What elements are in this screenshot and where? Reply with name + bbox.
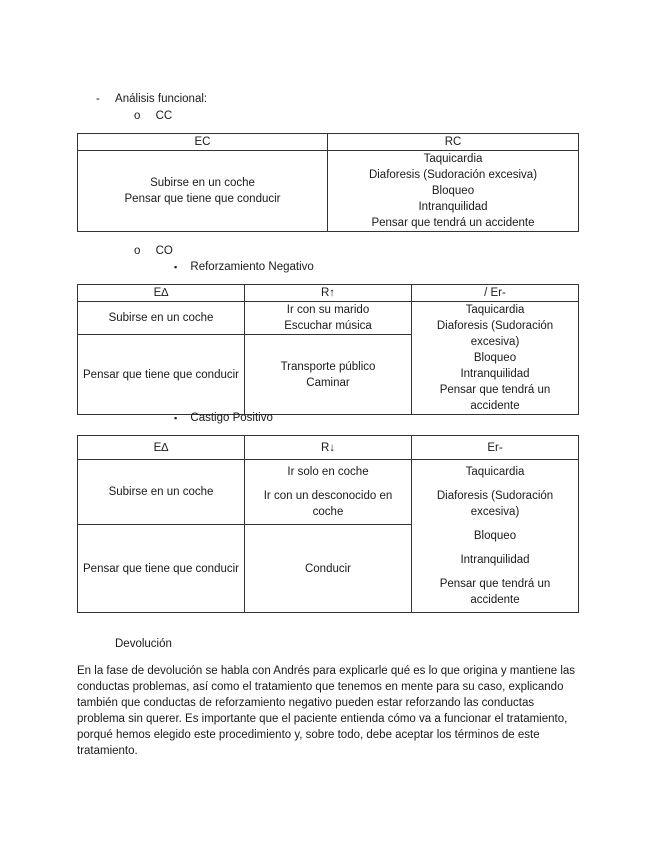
cc-rc-line: Pensar que tendrá un accidente xyxy=(371,217,535,229)
ref-r-line: Ir con su marido xyxy=(286,304,370,317)
ref-row2-r xyxy=(245,335,412,415)
cc-item xyxy=(134,110,172,122)
cc-rc-line: Intranquilidad xyxy=(418,201,488,213)
cc-rc-cell xyxy=(328,151,579,232)
ref-row1-e: Subirse en un coche xyxy=(78,302,245,335)
ref-er-line: Diaforesis (Sudoración excesiva) xyxy=(436,320,554,348)
castigo-r-line: Ir solo en coche xyxy=(287,466,369,478)
castigo-label: Castigo Positivo xyxy=(190,412,273,424)
cc-header-rc: RC xyxy=(328,134,579,151)
dash-bullet: - xyxy=(96,93,100,105)
ref-r-line: Transporte público xyxy=(280,360,376,373)
castigo-er-cell xyxy=(412,460,579,613)
ref-header-e: E∆ xyxy=(78,285,245,302)
ref-er-line: Intranquilidad xyxy=(460,368,530,380)
devolucion-title: Devolución xyxy=(115,638,172,650)
castigo-er-line: Pensar que tendrá un accidente xyxy=(439,578,551,606)
cc-label: CC xyxy=(155,110,173,122)
castigo-r-line: Ir con un desconocido en coche xyxy=(263,490,393,518)
ref-r-line: Caminar xyxy=(306,376,350,389)
co-label: CO xyxy=(155,245,173,257)
castigo-er-line: Diaforesis (Sudoración excesiva) xyxy=(436,490,554,518)
cc-rc-line: Bloqueo xyxy=(431,185,475,197)
ref-header-r: R↑ xyxy=(245,285,412,302)
reforzamiento-table xyxy=(77,284,579,415)
reforzamiento-label: Reforzamiento Negativo xyxy=(190,261,314,273)
devolucion-paragraph: En la fase de devolución se habla con Andrés para explicarle qué es lo que origina y mantiene las conductas problemas, así como el tratamiento que tenemos en mente para su caso, explicando también que conductas de reforzamiento negativo pueden estar reforzando las conductas problema sin querer. Es importante que el paciente entienda cómo va a funcionar el tratamiento, porqué hemos elegido este procedimiento y, sobre todo, debe aceptar los términos de este tratamiento. xyxy=(77,665,576,757)
circle-bullet: o xyxy=(134,245,141,257)
ref-er-line: Bloqueo xyxy=(473,352,517,364)
cc-ec-line: Pensar que tiene que conducir xyxy=(124,193,281,205)
castigo-header-er: Er- xyxy=(412,436,579,460)
ref-header-er: / Er- xyxy=(412,285,579,302)
ref-row2-e: Pensar que tiene que conducir xyxy=(78,335,245,415)
castigo-item xyxy=(174,412,273,424)
castigo-row2-r: Conducir xyxy=(245,525,412,613)
cc-ec-cell xyxy=(78,151,328,232)
ref-er-line: Taquicardia xyxy=(465,304,525,316)
analisis-item xyxy=(96,93,207,105)
castigo-er-line: Taquicardia xyxy=(465,466,525,478)
section-title: Análisis funcional: xyxy=(115,93,208,105)
cc-rc-line: Diaforesis (Sudoración excesiva) xyxy=(368,169,538,181)
ref-er-line: Pensar que tendrá un accidente xyxy=(439,384,551,412)
co-item xyxy=(134,245,173,257)
cc-table xyxy=(77,133,579,232)
castigo-row1-e: Subirse en un coche xyxy=(78,460,245,525)
castigo-er-line: Intranquilidad xyxy=(460,554,530,566)
ref-r-line: Escuchar música xyxy=(284,320,372,333)
castigo-row1-r xyxy=(245,460,412,525)
square-bullet-icon: ▪ xyxy=(174,413,178,423)
castigo-er-line: Bloqueo xyxy=(473,530,517,542)
circle-bullet: o xyxy=(134,110,141,122)
ref-er-cell xyxy=(412,302,579,415)
cc-header-ec: EC xyxy=(78,134,328,151)
square-bullet-icon: ▪ xyxy=(174,262,178,272)
castigo-table xyxy=(77,435,579,613)
cc-rc-line: Taquicardia xyxy=(423,153,483,165)
ref-row1-r xyxy=(245,302,412,335)
castigo-header-r: R↓ xyxy=(245,436,412,460)
castigo-row2-e: Pensar que tiene que conducir xyxy=(78,525,245,613)
castigo-header-e: E∆ xyxy=(78,436,245,460)
cc-ec-line: Subirse en un coche xyxy=(150,177,255,189)
reforzamiento-item xyxy=(174,261,314,273)
